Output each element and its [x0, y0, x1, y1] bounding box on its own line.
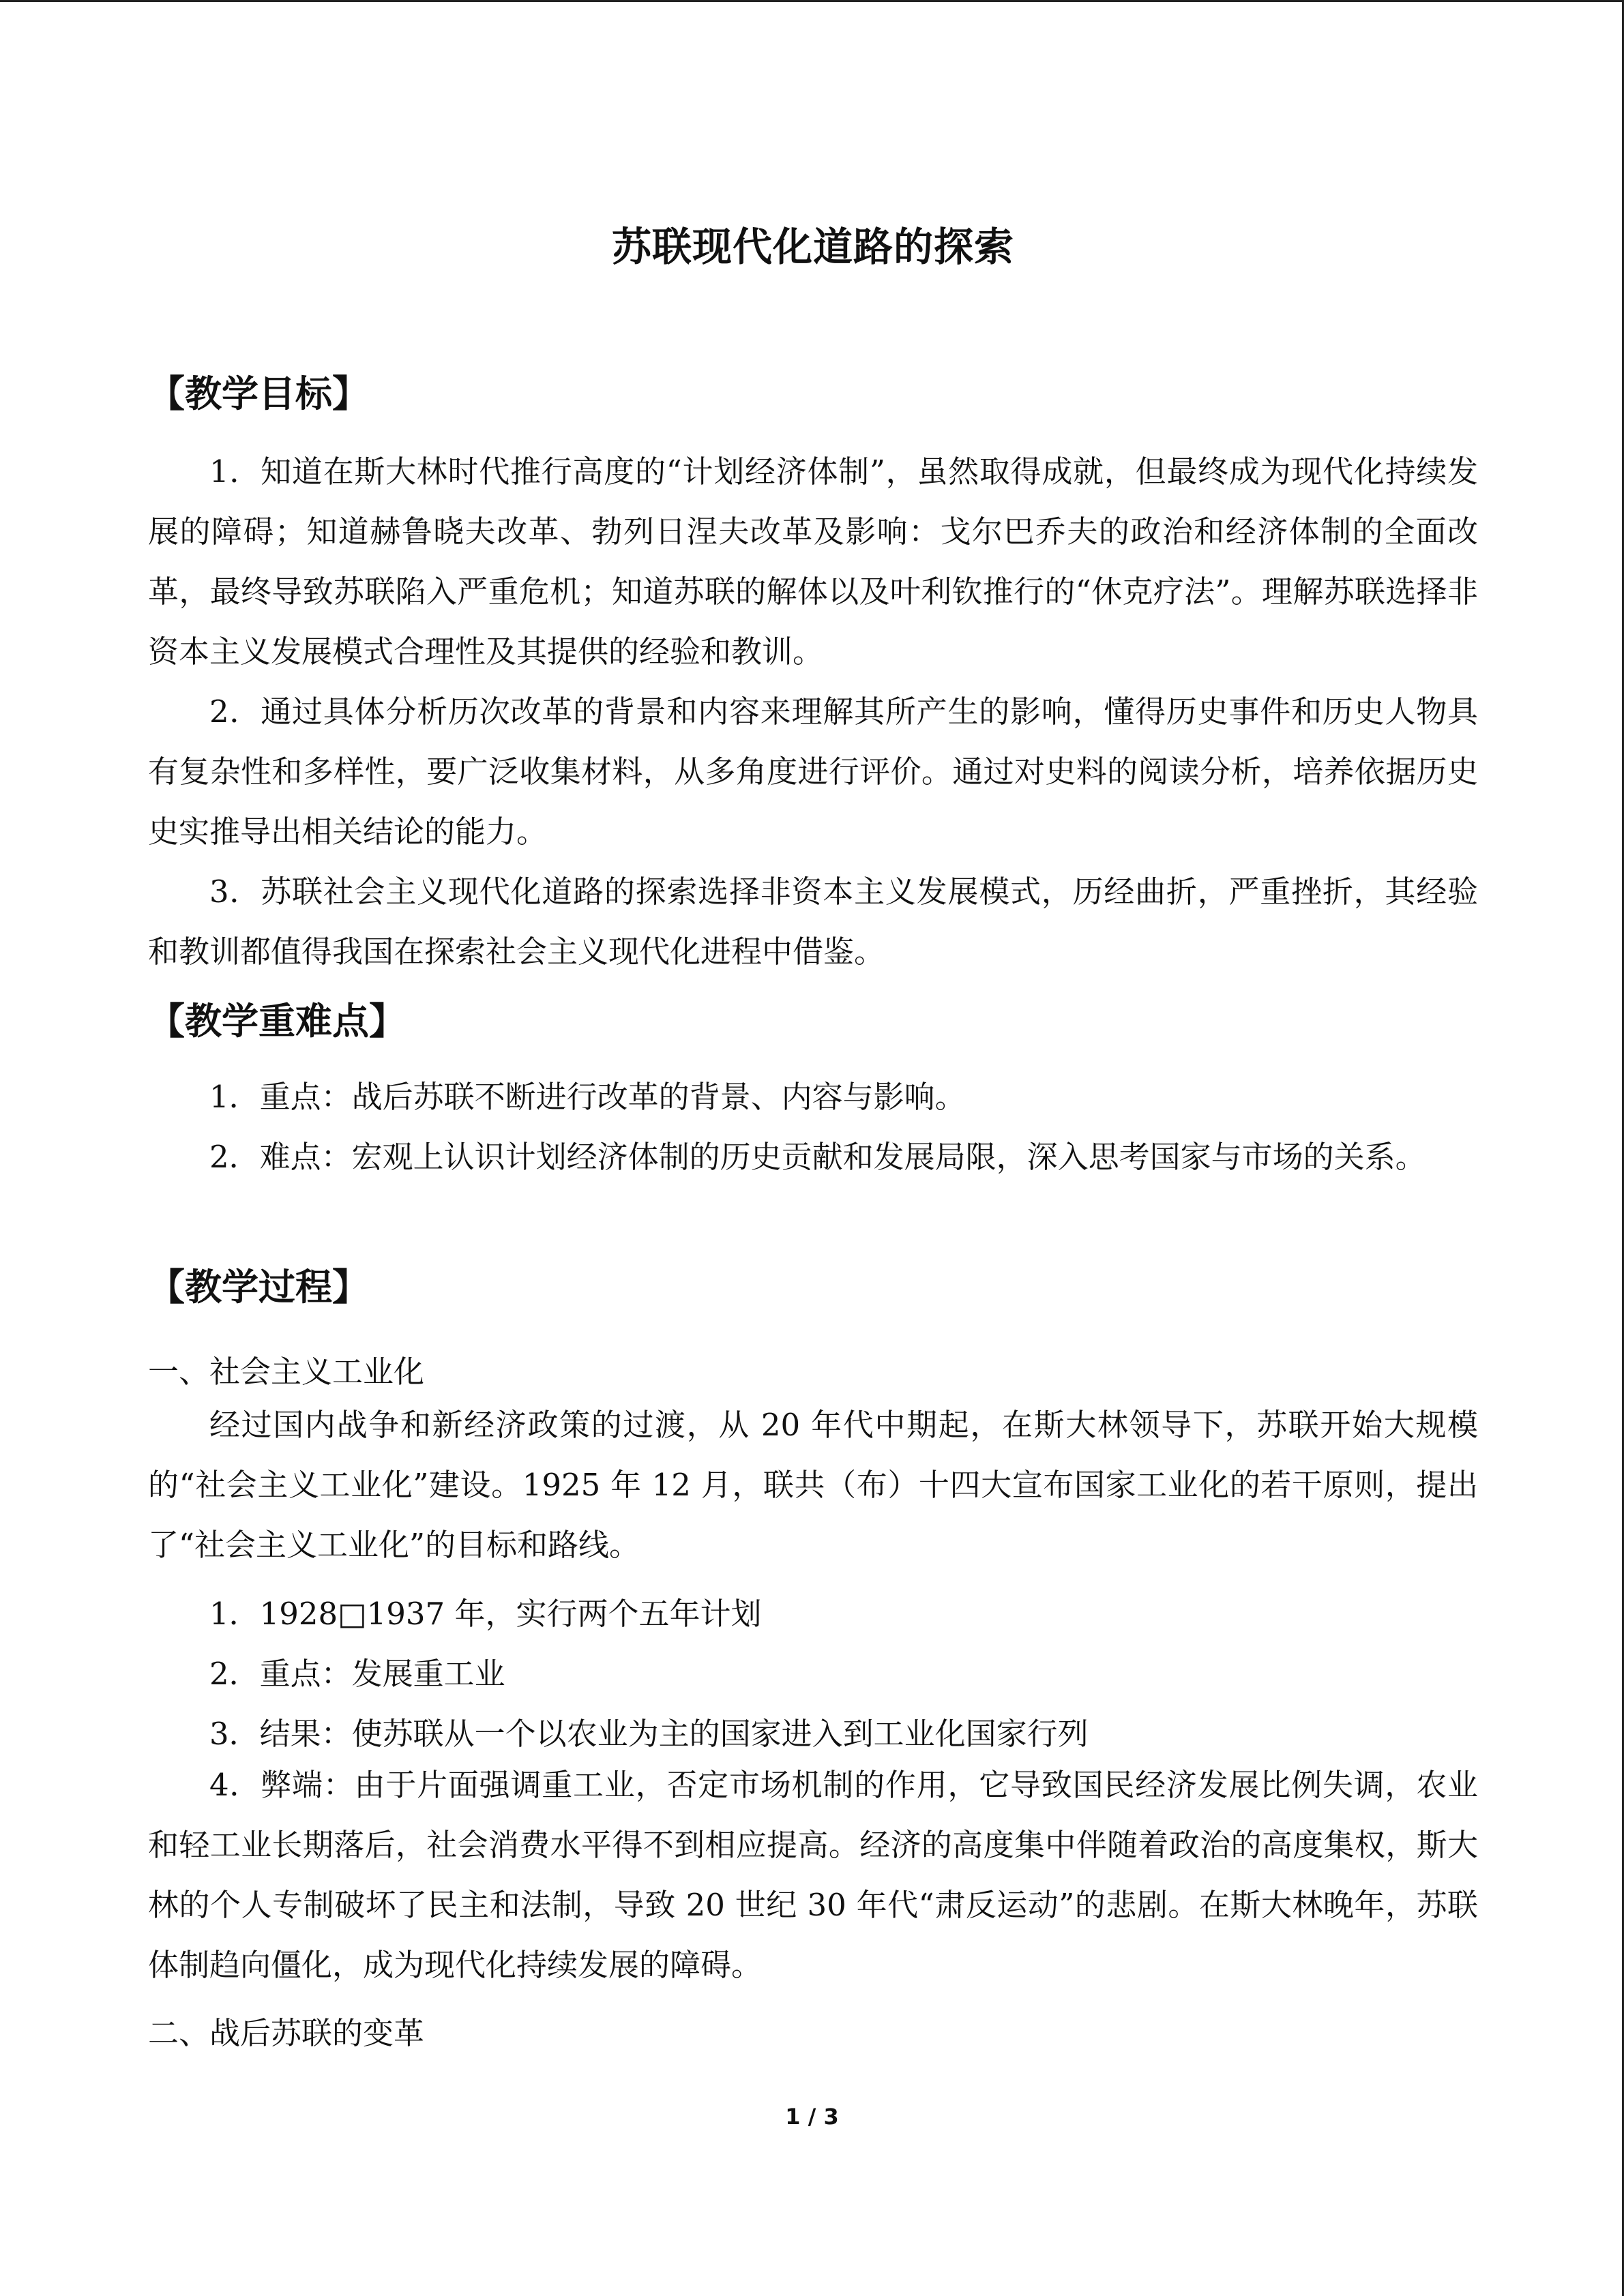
part2-title: 二、战后苏联的变革 — [148, 2015, 425, 2051]
key-point-item-2: 2．难点：宏观上认识计划经济体制的历史贡献和发展局限，深入思考国家与市场的关系。 — [209, 1139, 1426, 1175]
part1-intro: 经过国内战争和新经济政策的过渡，从 20 年代中期起，在斯大林领导下，苏联开始大规模的“社会主义工业化”建设。1925 年 12 月，联共（布）十四大宣布国家工业化的若干原则，提出了“社会主义工业化”的目标和路线。 — [148, 1407, 1478, 1563]
heading-process: 【教学过程】 — [148, 1266, 369, 1309]
page-title: 苏联现代化道路的探索 — [611, 224, 1014, 270]
key-point-item-1: 1．重点：战后苏联不断进行改革的背景、内容与影响。 — [209, 1079, 966, 1115]
objective-item-2: 2．通过具体分析历次改革的背景和内容来理解其所产生的影响，懂得历史事件和历史人物具有复杂性和多样性，要广泛收集材料，从多角度进行评价。通过对史料的阅读分析，培养依据历史史实推导出相关结论的能力。 — [148, 694, 1478, 850]
page-number: 1 / 3 — [785, 2104, 839, 2130]
part1-drawbacks: 4．弊端：由于片面强调重工业，否定市场机制的作用，它导致国民经济发展比例失调，农业和轻工业长期落后，社会消费水平得不到相应提高。经济的高度集中伴随着政治的高度集权，斯大林的个人专制破坏了民主和法制，导致 20 世纪 30 年代“肃反运动”的悲剧。在斯大林晚年，苏联体制趋向僵化，成为现代化持续发展的障碍。 — [148, 1767, 1478, 1983]
objective-item-3: 3．苏联社会主义现代化道路的探索选择非资本主义发展模式，历经曲折，严重挫折，其经验和教训都值得我国在探索社会主义现代化进程中借鉴。 — [148, 874, 1478, 970]
heading-key-points: 【教学重难点】 — [148, 1000, 406, 1043]
objective-item-1: 1．知道在斯大林时代推行高度的“计划经济体制”，虽然取得成就，但最终成为现代化持续发展的障碍；知道赫鲁晓夫改革、勃列日涅夫改革及影响：戈尔巴乔夫的政治和经济体制的全面改革，最终导致苏联陷入严重危机；知道苏联的解体以及叶利钦推行的“休克疗法”。理解苏联选择非资本主义发展模式合理性及其提供的经验和教训。 — [148, 453, 1478, 670]
part1-item-2: 2．重点：发展重工业 — [209, 1656, 505, 1692]
part1-title: 一、社会主义工业化 — [148, 1354, 425, 1390]
heading-objectives: 【教学目标】 — [148, 372, 369, 415]
part1-item-3: 3．结果：使苏联从一个以农业为主的国家进入到工业化国家行列 — [209, 1716, 1089, 1752]
part1-item-1: 1．1928□1937 年，实行两个五年计划 — [209, 1596, 762, 1632]
